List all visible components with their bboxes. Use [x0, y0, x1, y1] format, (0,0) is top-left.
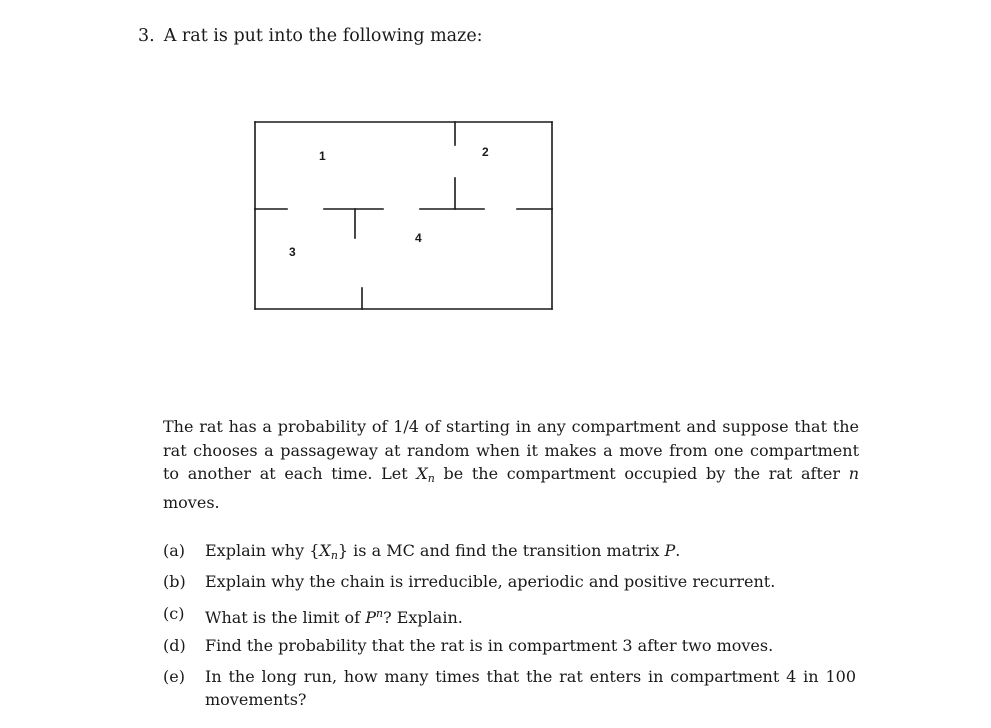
problem-intro: A rat is put into the following maze: [163, 26, 483, 46]
compartment-label-3: 3 [289, 245, 296, 259]
question-e-line-2: movements? [205, 690, 307, 709]
question-label: (d) [163, 636, 186, 655]
question-a [163, 539, 680, 567]
question-label: (b) [163, 572, 186, 591]
paragraph-line-4: moves. [163, 492, 220, 512]
compartment-label-1: 1 [319, 149, 326, 163]
question-text: Find the probability that the rat is in compartment 3 after two moves. [205, 636, 774, 655]
question-e-line-1: In the long run, how many times that the rat enters in compartment 4 in 100 [205, 667, 856, 686]
compartment-label-2: 2 [482, 145, 489, 159]
paragraph-line-2: rat chooses a passageway at random when it makes a move from one compartment [163, 440, 859, 460]
var-x-subscript: n [427, 472, 435, 485]
question-text: Explain why $\{X_n\}$ is a MC and find the transition matrix P. [205, 541, 681, 562]
var-n: n [848, 464, 859, 483]
question-text: Explain why the chain is irreducible, aperiodic and positive recurrent. [205, 572, 776, 591]
question-label: (c) [163, 604, 185, 623]
problem-paragraph [163, 415, 859, 514]
question-d [163, 634, 773, 657]
question-label: (e) [163, 667, 185, 686]
question-b [163, 570, 775, 593]
var-x: X [416, 464, 428, 483]
question-text [205, 665, 856, 711]
question-text: What is the limit of $P^n$? Explain. [205, 607, 463, 627]
question-c [163, 602, 463, 629]
question-label: (a) [163, 541, 186, 560]
compartment-label-4: 4 [415, 231, 422, 245]
problem-number: 3. [138, 26, 155, 46]
paragraph-line-3: to another at each time. Let $X_n$ be the compartment occupied by the rat after n [163, 464, 859, 485]
paragraph-line-1: The rat has a probability of 1/4 of starting in any compartment and suppose that the [163, 417, 859, 436]
question-e [163, 665, 856, 711]
